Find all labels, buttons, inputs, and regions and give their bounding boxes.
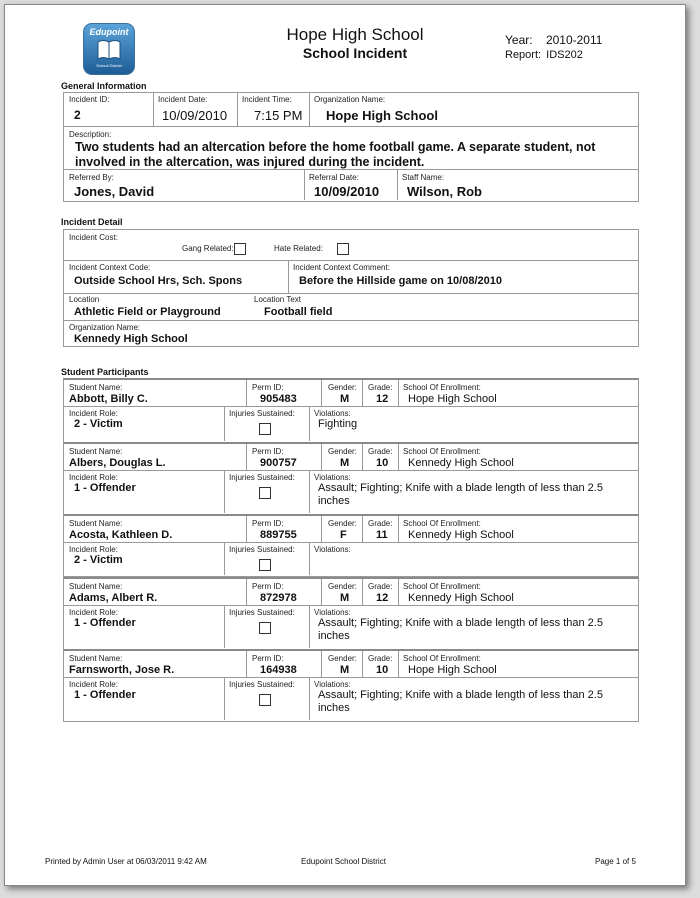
general-info-box [63, 92, 639, 202]
page-number: Page 1 of 5 [595, 857, 636, 866]
student-name: Farnsworth, Jose R. [69, 664, 175, 676]
school: Kennedy High School [408, 529, 514, 541]
perm-id-label: Perm ID: [252, 519, 284, 528]
year-label: Year: [505, 33, 533, 47]
report-page [4, 4, 686, 886]
participant-card [63, 514, 639, 577]
gender: M [340, 457, 350, 469]
perm-id-label: Perm ID: [252, 582, 284, 591]
hate-related-label: Hate Related: [274, 244, 323, 253]
perm-id: 164938 [260, 664, 297, 676]
location-text-label: Location Text [254, 295, 301, 304]
incident-time-label: Incident Time: [242, 95, 292, 104]
context-code-value: Outside School Hrs, Sch. Spons [74, 275, 243, 287]
student-name-label: Student Name: [69, 654, 123, 663]
school-title: Hope High School [286, 25, 424, 44]
gender-label: Gender: [328, 383, 357, 392]
general-section-title: General Information [61, 81, 147, 91]
gang-related-label: Gang Related: [182, 244, 234, 253]
grade: 10 [376, 664, 389, 676]
description-value: Two students had an altercation before the home football game. A separate student, not involved in the altercation, was injured during the incident. [75, 140, 596, 169]
student-name: Albers, Douglas L. [69, 457, 166, 469]
hate-related-checkbox [337, 243, 349, 255]
participant-card [63, 649, 639, 722]
violations: Assault; Fighting; Knife with a blade length of less than 2.5 inches [318, 689, 603, 714]
injuries-label: Injuries Sustained: [229, 409, 295, 418]
report-label: Report: [505, 49, 542, 61]
school-label: School Of Enrollment: [403, 447, 481, 456]
injuries-label: Injuries Sustained: [229, 545, 295, 554]
referral-date-label: Referral Date: [309, 173, 359, 182]
school-label: School Of Enrollment: [403, 582, 481, 591]
report-line [505, 49, 583, 61]
incident-id-label: Incident ID: [69, 95, 110, 104]
violations: Fighting [318, 418, 358, 430]
student-name-label: Student Name: [69, 582, 123, 591]
role-label: Incident Role: [69, 473, 118, 482]
grade: 12 [376, 592, 389, 604]
gender-label: Gender: [328, 519, 357, 528]
injuries-checkbox [259, 622, 271, 634]
school: Hope High School [408, 664, 497, 676]
location-label: Location [69, 295, 100, 304]
staff-name-label: Staff Name: [402, 173, 445, 182]
incident-id-value: 2 [74, 108, 81, 122]
location-text-value: Football field [264, 306, 333, 318]
role-label: Incident Role: [69, 680, 118, 689]
violations-label: Violations: [314, 409, 351, 418]
violations: Assault; Fighting; Knife with a blade length of less than 2.5 inches [318, 617, 603, 642]
injuries-checkbox [259, 694, 271, 706]
report-title: School Incident [302, 45, 408, 61]
incident-date-label: Incident Date: [158, 95, 208, 104]
perm-id-label: Perm ID: [252, 654, 284, 663]
grade: 12 [376, 393, 389, 405]
footer-district: Edupoint School District [301, 857, 386, 866]
context-comment-value: Before the Hillside game on 10/08/2010 [299, 275, 502, 287]
perm-id: 889755 [260, 529, 297, 541]
school-label: School Of Enrollment: [403, 654, 481, 663]
detail-section-title: Incident Detail [61, 217, 123, 227]
student-name-label: Student Name: [69, 519, 123, 528]
injuries-checkbox [259, 423, 271, 435]
logo-text: Edupoint [89, 27, 129, 37]
participant-card [63, 577, 639, 650]
incident-cost-label: Incident Cost: [69, 233, 118, 242]
detail-org-label: Organization Name: [69, 323, 141, 332]
school-label: School Of Enrollment: [403, 519, 481, 528]
perm-id: 872978 [260, 592, 297, 604]
location-value: Athletic Field or Playground [74, 306, 221, 318]
student-name-label: Student Name: [69, 447, 123, 456]
violations-label: Violations: [314, 680, 351, 689]
violations: Assault; Fighting; Knife with a blade length of less than 2.5 inches [318, 482, 603, 507]
role: 2 - Victim [74, 418, 123, 430]
injuries-label: Injuries Sustained: [229, 680, 295, 689]
student-name: Adams, Albert R. [69, 592, 158, 604]
perm-id-label: Perm ID: [252, 383, 284, 392]
context-code-label: Incident Context Code: [69, 263, 151, 272]
edupoint-logo [83, 23, 135, 75]
student-name-label: Student Name: [69, 383, 123, 392]
gender: M [340, 664, 350, 676]
perm-id-label: Perm ID: [252, 447, 284, 456]
referral-date-value: 10/09/2010 [314, 184, 380, 199]
book-icon [97, 39, 121, 61]
student-name: Abbott, Billy C. [69, 393, 148, 405]
printed-by: Printed by Admin User at 06/03/2011 9:42 AM [45, 857, 207, 866]
description-label: Description: [69, 130, 112, 139]
grade: 10 [376, 457, 389, 469]
violations-label: Violations: [314, 545, 351, 554]
student-name: Acosta, Kathleen D. [69, 529, 173, 541]
staff-name-value: Wilson, Rob [407, 184, 482, 199]
role-label: Incident Role: [69, 409, 118, 418]
role: 2 - Victim [74, 554, 123, 566]
role: 1 - Offender [74, 689, 136, 701]
school-label: School Of Enrollment: [403, 383, 481, 392]
role-label: Incident Role: [69, 545, 118, 554]
org-name-label: Organization Name: [314, 95, 386, 104]
violations-label: Violations: [314, 473, 351, 482]
year-value: 2010-2011 [545, 33, 603, 47]
role-label: Incident Role: [69, 608, 118, 617]
violations-label: Violations: [314, 608, 351, 617]
role: 1 - Offender [74, 617, 136, 629]
year-line [505, 33, 602, 47]
context-comment-label: Incident Context Comment: [293, 263, 390, 272]
org-name-value: Hope High School [326, 108, 438, 123]
injuries-checkbox [259, 487, 271, 499]
gender: F [340, 529, 347, 541]
gender: M [340, 592, 350, 604]
gender: M [340, 393, 350, 405]
incident-time-value: 7:15 PM [254, 108, 303, 123]
school: Hope High School [408, 393, 497, 405]
detail-org-value: Kennedy High School [74, 333, 188, 345]
injuries-label: Injuries Sustained: [229, 473, 295, 482]
grade-label: Grade: [368, 447, 393, 456]
participant-card [63, 442, 639, 515]
injuries-label: Injuries Sustained: [229, 608, 295, 617]
school: Kennedy High School [408, 457, 514, 469]
referred-by-value: Jones, David [74, 184, 155, 199]
role: 1 - Offender [74, 482, 136, 494]
participant-card [63, 378, 639, 443]
school: Kennedy High School [408, 592, 514, 604]
incident-date-value: 10/09/2010 [162, 108, 228, 123]
referred-by-label: Referred By: [69, 173, 114, 182]
logo-subtext: School District [96, 63, 122, 68]
gang-related-checkbox [234, 243, 246, 255]
grade-label: Grade: [368, 582, 393, 591]
grade-label: Grade: [368, 383, 393, 392]
grade: 11 [376, 529, 388, 541]
gender-label: Gender: [328, 582, 357, 591]
grade-label: Grade: [368, 654, 393, 663]
injuries-checkbox [259, 559, 271, 571]
gender-label: Gender: [328, 654, 357, 663]
participants-section-title: Student Participants [61, 367, 149, 377]
perm-id: 905483 [260, 393, 297, 405]
grade-label: Grade: [368, 519, 393, 528]
gender-label: Gender: [328, 447, 357, 456]
report-value: IDS202 [546, 49, 583, 61]
incident-detail-box [63, 229, 639, 347]
perm-id: 900757 [260, 457, 297, 469]
